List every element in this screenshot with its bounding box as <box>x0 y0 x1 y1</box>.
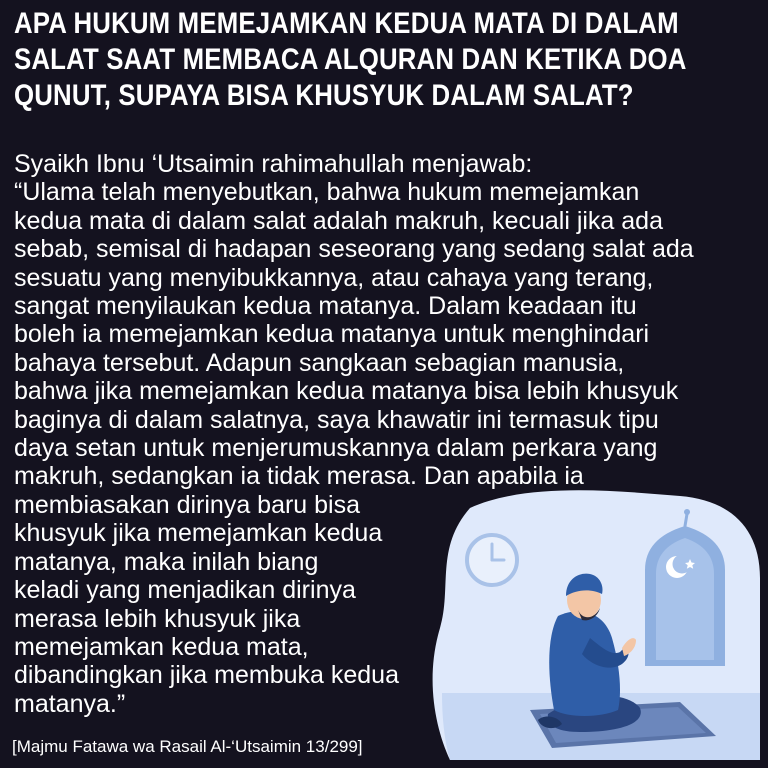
body-line: bahwa jika memejamkan kedua matanya bisa lebih khusyuk <box>14 377 679 406</box>
praying-man-illustration <box>430 488 760 760</box>
body-line: daya setan untuk menjerumuskannya dalam perkara yang <box>14 434 658 463</box>
body-line: bahaya tersebut. Adapun sangkaan sebagian manusia, <box>14 348 625 377</box>
body-line: keladi yang menjadikan dirinya <box>14 576 356 605</box>
clock-icon <box>467 535 517 585</box>
body-line: dibandingkan jika membuka kedua <box>14 661 399 690</box>
body-line: matanya.” <box>14 689 126 718</box>
body-line: merasa lebih khusyuk jika <box>14 604 301 633</box>
body-line: boleh ia memejamkan kedua matanya untuk menghindari <box>14 320 650 349</box>
body-line: sebab, semisal di hadapan seseorang yang sedang salat ada <box>14 235 694 264</box>
body-line: “Ulama telah menyebutkan, bahwa hukum memejamkan <box>14 178 640 207</box>
body-line: khusyuk jika memejamkan kedua <box>14 519 383 548</box>
body-line: makruh, sedangkan ia tidak merasa. Dan apabila ia <box>14 462 584 491</box>
body-line: baginya di dalam salatnya, saya khawatir ini termasuk tipu <box>14 405 659 434</box>
title-line: APA HUKUM MEMEJAMKAN KEDUA MATA DI DALAM <box>14 7 679 40</box>
title-line: QUNUT, SUPAYA BISA KHUSYUK DALAM SALAT? <box>14 79 634 112</box>
body-line: Syaikh Ibnu ‘Utsaimin rahimahullah menjawab: <box>14 150 533 178</box>
body-line: kedua mata di dalam salat adalah makruh, kecuali jika ada <box>14 206 663 235</box>
page-title <box>14 6 687 114</box>
body-line: membiasakan dirinya baru bisa <box>14 490 361 519</box>
body-line: matanya, maka inilah biang <box>14 547 319 576</box>
body-line: memejamkan kedua mata, <box>14 632 309 661</box>
illustration-svg <box>430 488 760 760</box>
body-line: sesuatu yang menyibukkannya, atau cahaya yang terang, <box>14 263 654 292</box>
body-line: sangat menyilaukan kedua matanya. Dalam keadaan itu <box>14 292 637 321</box>
title-line: SALAT SAAT MEMBACA ALQURAN DAN KETIKA DOA <box>14 43 687 76</box>
source-citation: [Majmu Fatawa wa Rasail Al-‘Utsaimin 13/299] <box>12 737 363 756</box>
